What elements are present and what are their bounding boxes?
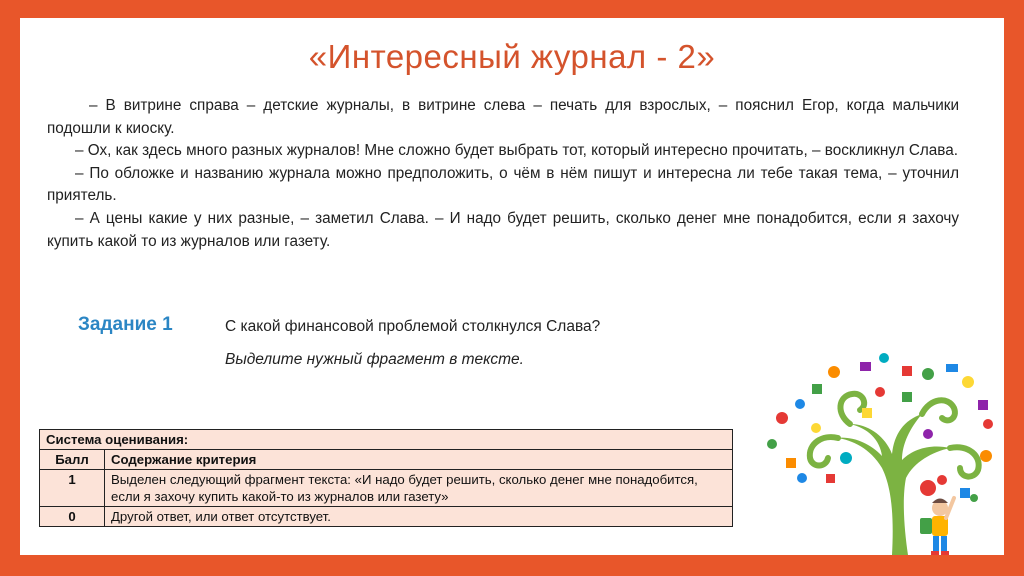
column-header-criteria: Содержание критерия [105,450,733,470]
grading-table [39,429,733,527]
task-question: С какой финансовой проблемой столкнулся Слава? [225,318,601,335]
child-figure-illustration [920,498,954,555]
knowledge-tree-illustration [742,348,1004,555]
score-cell: 1 [40,470,105,507]
grading-column-header-row [40,450,733,470]
grading-heading: Система оценивания: [40,430,733,450]
story-paragraph: – По обложке и названию журнала можно предположить, о чём в нём пишут и интересна ли тебе такая тема, – уточнил приятель. [47,164,959,205]
apple-icon [920,480,936,496]
criteria-cell: Другой ответ, или ответ отсутствует. [105,507,733,527]
story-paragraph: – В витрине справа – детские журналы, в витрине слева – печать для взрослых, – пояснил Егор, когда мальчики подошли к киоску. [47,97,959,137]
story-text [47,95,959,253]
slide [20,18,1004,555]
criteria-cell: Выделен следующий фрагмент текста: «И надо будет решить, сколько денег мне понадобится, если я захочу купить какой-то из журналов или газету» [105,470,733,507]
column-header-score: Балл [40,450,105,470]
table-row [40,507,733,527]
story-paragraph: – А цены какие у них разные, – заметил Слава. – И надо будет решить, сколько денег мне понадобится, если я захочу купить какой то из журналов или газету. [47,209,959,250]
story-paragraph: – Ох, как здесь много разных журналов! Мне сложно будет выбрать тот, который интересно прочитать, – воскликнул Слава. [75,142,959,160]
grading-heading-row [40,430,733,450]
canopy-icons [767,353,993,502]
table-row [40,470,733,507]
task-label: Задание 1 [78,314,173,335]
score-cell: 0 [40,507,105,527]
task-hint: Выделите нужный фрагмент в тексте. [225,351,524,368]
slide-title: «Интересный журнал - 2» [308,38,716,75]
